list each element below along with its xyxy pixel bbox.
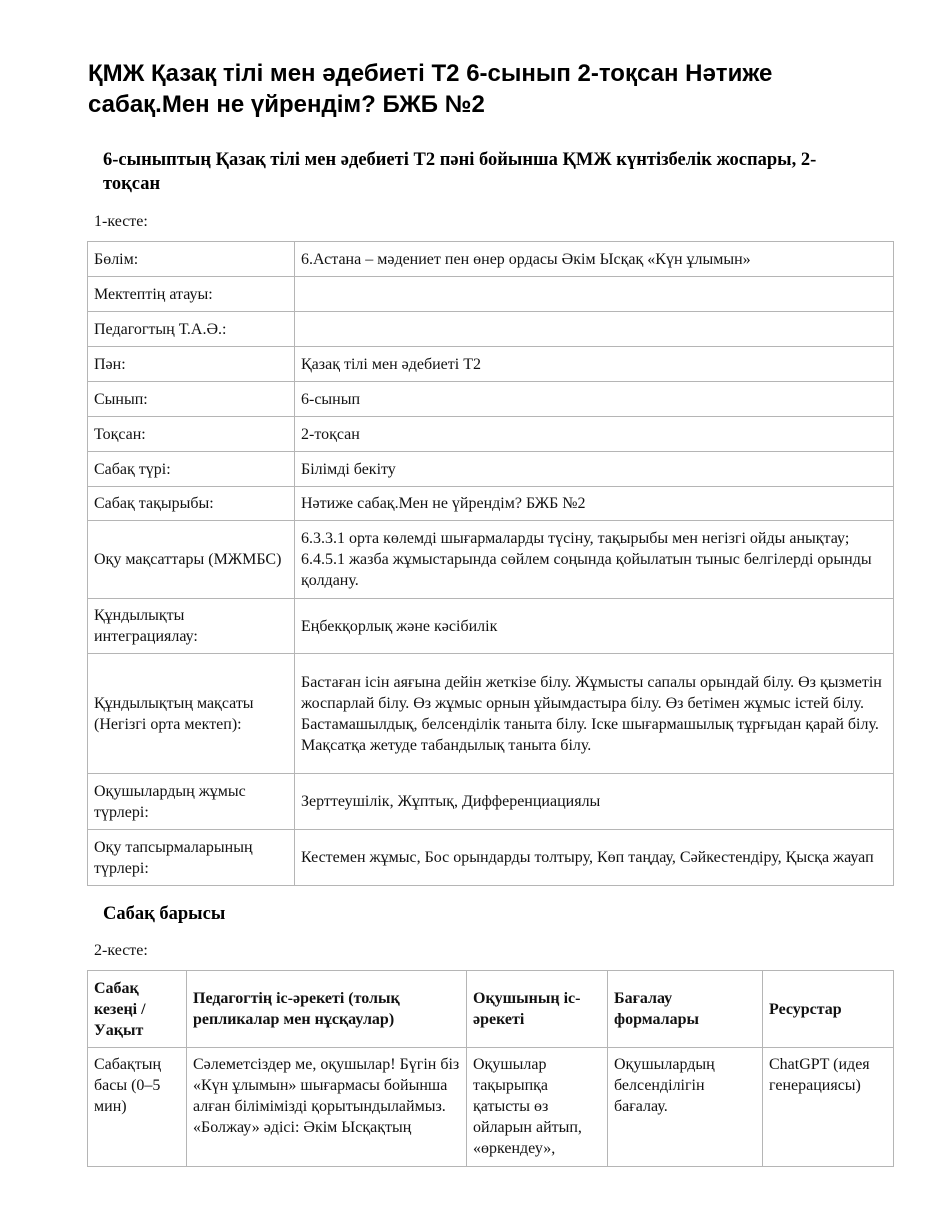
table2-caption: 2-кесте: [94,942,148,959]
table-row [88,654,894,774]
row-label: Бөлім: [88,242,295,277]
row-label: Оқу мақсаттары (МЖМБС) [88,521,295,599]
cell-teacher-activity: Сәлеметсіздер ме, оқушылар! Бүгін біз «Күн ұлымын» шығармасы бойынша алған білімімізді қорытындылаймыз. «Болжау» әдісі: Әкім Ысқақтың [187,1048,467,1167]
table-row [88,452,894,487]
header-assessment: Бағалау формалары [608,971,763,1048]
header-resources: Ресурстар [763,971,894,1048]
table-row [88,487,894,521]
row-value: Кестемен жұмыс, Бос орындарды толтыру, Көп таңдау, Сәйкестендіру, Қысқа жауап [295,830,894,886]
cell-stage: Сабақтың басы (0–5 мин) [88,1048,187,1167]
lesson-flow-table [87,970,894,1167]
plan-subtitle: 6-сыныптың Қазақ тілі мен әдебиеті Т2 пәні бойынша ҚМЖ күнтізбелік жоспары, 2-тоқсан [103,150,817,194]
table-row [88,1048,894,1167]
cell-student-activity: Оқушылар тақырыпқа қатысты өз ойларын айтып, «өркендеу», [467,1048,608,1167]
row-label: Сынып: [88,382,295,417]
cell-assessment: Оқушылардың белсенділігін бағалау. [608,1048,763,1167]
table-row [88,312,894,347]
table-row [88,242,894,277]
header-stage: Сабақ кезеңі / Уақыт [88,971,187,1048]
row-label: Құндылықты интеграциялау: [88,599,295,654]
table-row [88,277,894,312]
row-label: Оқу тапсырмаларының түрлері: [88,830,295,886]
row-value [295,277,894,312]
lesson-info-table [87,241,894,886]
row-label: Педагогтың Т.А.Ә.: [88,312,295,347]
row-label: Құндылықтың мақсаты (Негізгі орта мектеп): [88,654,295,774]
row-value: Бастаған ісін аяғына дейін жеткізе білу. Жұмысты сапалы орындай білу. Өз қызметін жоспарлай білу. Өз жұмыс орнын ұйымдастыра білу. Өз бетімен жұмыс істей білу. Бастамашылдық, белсенділік таныта білу. Іске шығармашылық тұрғыдан қарай білу. Мақсатқа жетуде табандылық таныта білу. [295,654,894,774]
table-row [88,417,894,452]
row-label: Оқушылардың жұмыс түрлері: [88,774,295,830]
row-value: Білімді бекіту [295,452,894,487]
table-row [88,830,894,886]
table-row [88,382,894,417]
row-value: Зерттеушілік, Жұптық, Дифференциациялы [295,774,894,830]
row-value: Еңбекқорлық және кәсібилік [295,599,894,654]
table-row [88,521,894,599]
section-heading: Сабақ барысы [103,904,226,924]
table-row [88,347,894,382]
table1-caption: 1-кесте: [94,213,148,230]
row-value: 6.3.3.1 орта көлемді шығармаларды түсіну, тақырыбы мен негізгі ойды анықтау; 6.4.5.1 жазба жұмыстарында сөйлем соңында қойылатын тыныс белгілерді орынды қолдану. [295,521,894,599]
row-label: Пән: [88,347,295,382]
header-teacher-activity: Педагогтің іс-әрекеті (толық репликалар мен нұсқаулар) [187,971,467,1048]
header-student-activity: Оқушының іс-әрекеті [467,971,608,1048]
table-row [88,599,894,654]
row-label: Сабақ түрі: [88,452,295,487]
row-label: Тоқсан: [88,417,295,452]
document-title: ҚМЖ Қазақ тілі мен әдебиеті Т2 6-сынып 2-тоқсан Нәтиже сабақ.Мен не үйрендім? БЖБ №2 [88,60,773,118]
row-label: Мектептің атауы: [88,277,295,312]
row-label: Сабақ тақырыбы: [88,487,295,521]
cell-resources: ChatGPT (идея генерациясы) [763,1048,894,1167]
row-value: Қазақ тілі мен әдебиеті Т2 [295,347,894,382]
row-value: Нәтиже сабақ.Мен не үйрендім? БЖБ №2 [295,487,894,521]
row-value [295,312,894,347]
row-value: 6.Астана – мәдениет пен өнер ордасы Әкім Ысқақ «Күн ұлымын» [295,242,894,277]
row-value: 6-сынып [295,382,894,417]
table-row [88,774,894,830]
row-value: 2-тоқсан [295,417,894,452]
table-header-row [88,971,894,1048]
